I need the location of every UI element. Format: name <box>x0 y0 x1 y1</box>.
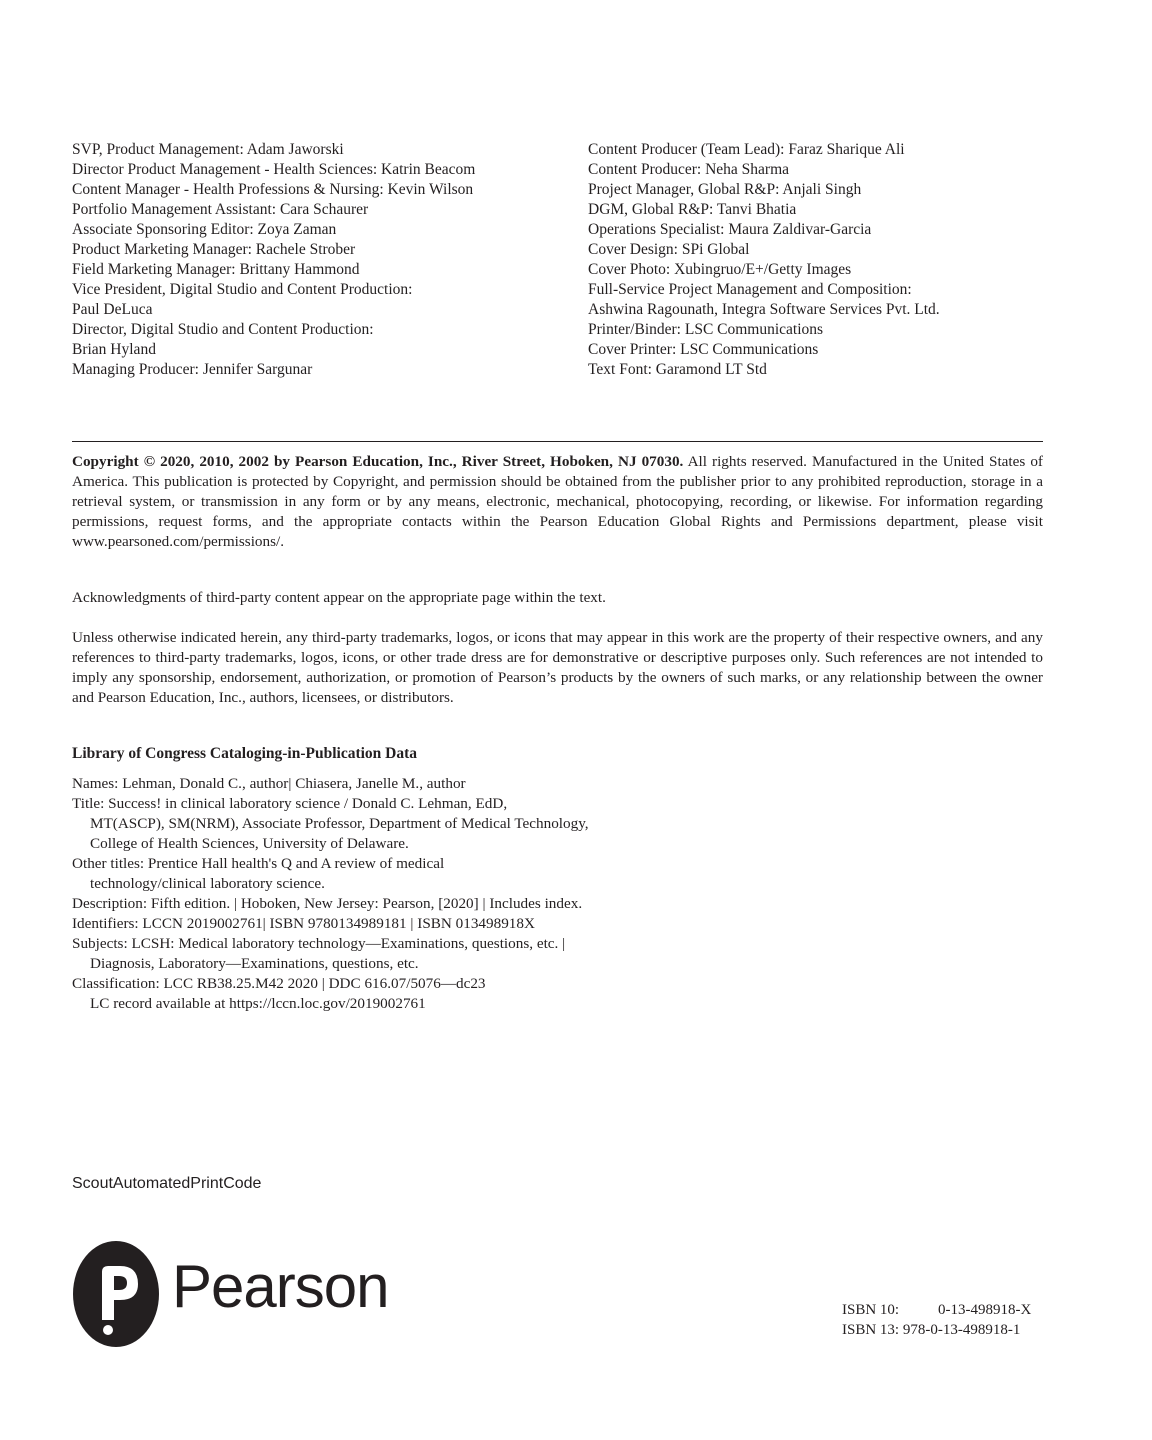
cip-line: MT(ASCP), SM(NRM), Associate Professor, Department of Medical Technology, <box>90 815 589 832</box>
isbn-block <box>842 1300 1031 1340</box>
credit-line: Product Marketing Manager: Rachele Strober <box>72 241 356 258</box>
credit-line: Vice President, Digital Studio and Content Production: <box>72 281 413 298</box>
copyright-text: All rights reserved. Manufactured in the United States of America. This publication is protected by Copyright, and permission should be obtained from the publisher prior to any prohibited reproduction, storage in a retrieval system, or transmission in any form or by any means, electronic, mechanical, photocopying, recording, or likewise. For information regarding permissions, request forms, and the appropriate contacts within the Pearson Education Global Rights and Permissions department, please visit www.pearsoned.com/permissions/. <box>72 453 1043 550</box>
cip-line: Identifiers: LCCN 2019002761| ISBN 9780134989181 | ISBN 013498918X <box>72 915 535 932</box>
acknowledgments: Acknowledgments of third-party content appear on the appropriate page within the text. <box>72 589 606 606</box>
credit-line: Content Manager - Health Professions & Nursing: Kevin Wilson <box>72 181 474 198</box>
credits-left-column <box>72 140 475 380</box>
copyright-bold: Copyright © 2020, 2010, 2002 by Pearson Education, Inc., River Street, Hoboken, NJ 07030. <box>72 453 684 470</box>
credits-right-column <box>588 140 940 380</box>
pearson-logo <box>72 1240 392 1348</box>
isbn-10-value: 0-13-498918-X <box>938 1302 1032 1318</box>
cip-line: Description: Fifth edition. | Hoboken, New Jersey: Pearson, [2020] | Includes index. <box>72 895 583 912</box>
cip-line: Title: Success! in clinical laboratory science / Donald C. Lehman, EdD, <box>72 795 508 812</box>
cip-line: Diagnosis, Laboratory—Examinations, questions, etc. <box>90 955 419 972</box>
credit-line: Printer/Binder: LSC Communications <box>588 321 824 338</box>
cip-line: Subjects: LCSH: Medical laboratory technology—Examinations, questions, etc. | <box>72 935 566 952</box>
credit-line: Paul DeLuca <box>72 301 153 318</box>
credit-line: Project Manager, Global R&P: Anjali Singh <box>588 181 862 198</box>
credit-line: Field Marketing Manager: Brittany Hammond <box>72 261 360 278</box>
credit-line: Ashwina Ragounath, Integra Software Services Pvt. Ltd. <box>588 301 940 318</box>
copyright-notice <box>72 452 1043 552</box>
cip-line: College of Health Sciences, University of Delaware. <box>90 835 409 852</box>
credit-line: Operations Specialist: Maura Zaldivar-Garcia <box>588 221 872 238</box>
pearson-p-icon <box>72 1240 160 1348</box>
cip-line: Names: Lehman, Donald C., author| Chiasera, Janelle M., author <box>72 775 466 792</box>
isbn-10-label: ISBN 10: <box>842 1302 900 1318</box>
credit-line: Cover Photo: Xubingruo/E+/Getty Images <box>588 261 852 278</box>
cip-line: Other titles: Prentice Hall health's Q and A review of medical <box>72 855 445 872</box>
cip-line: technology/clinical laboratory science. <box>90 875 325 892</box>
isbn-13-value: 978-0-13-498918-1 <box>902 1322 1021 1338</box>
cip-line: LC record available at https://lccn.loc.gov/2019002761 <box>90 995 426 1012</box>
trademark-notice: Unless otherwise indicated herein, any third-party trademarks, logos, or icons that may appear in this work are the property of their respective owners, and any references to third-party trademarks, logos, icons, or other trade dress are for demonstrative or descriptive purposes only. Such references are not intended to imply any sponsorship, endorsement, authorization, or promotion of Pearson’s products by the owners of such marks, or any relationship between the owner and Pearson Education, Inc., authors, licensees, or distributors. <box>72 629 1043 706</box>
credit-line: Brian Hyland <box>72 341 156 358</box>
credit-line: Portfolio Management Assistant: Cara Schaurer <box>72 201 369 218</box>
divider-rule <box>72 441 1043 442</box>
cip-heading: Library of Congress Cataloging-in-Publication Data <box>72 745 418 762</box>
credit-line: SVP, Product Management: Adam Jaworski <box>72 141 344 158</box>
isbn-13-row <box>842 1320 1031 1340</box>
pearson-wordmark: Pearson <box>172 1253 389 1320</box>
credit-line: Cover Printer: LSC Communications <box>588 341 819 358</box>
credit-line: Director Product Management - Health Sciences: Katrin Beacom <box>72 161 476 178</box>
credit-line: Content Producer (Team Lead): Faraz Sharique Ali <box>588 141 905 158</box>
credit-line: Content Producer: Neha Sharma <box>588 161 790 178</box>
isbn-10-row <box>842 1300 1031 1320</box>
print-code: ScoutAutomatedPrintCode <box>72 1175 262 1192</box>
credit-line: Full-Service Project Management and Composition: <box>588 281 912 298</box>
credit-line: DGM, Global R&P: Tanvi Bhatia <box>588 201 797 218</box>
credit-line: Associate Sponsoring Editor: Zoya Zaman <box>72 221 337 238</box>
cip-line: Classification: LCC RB38.25.M42 2020 | DDC 616.07/5076—dc23 <box>72 975 486 992</box>
credit-line: Director, Digital Studio and Content Production: <box>72 321 374 338</box>
cip-data <box>72 774 772 1014</box>
credit-line: Managing Producer: Jennifer Sargunar <box>72 361 313 378</box>
isbn-13-label: ISBN 13: <box>842 1322 900 1338</box>
credit-line: Cover Design: SPi Global <box>588 241 750 258</box>
credit-line: Text Font: Garamond LT Std <box>588 361 767 378</box>
